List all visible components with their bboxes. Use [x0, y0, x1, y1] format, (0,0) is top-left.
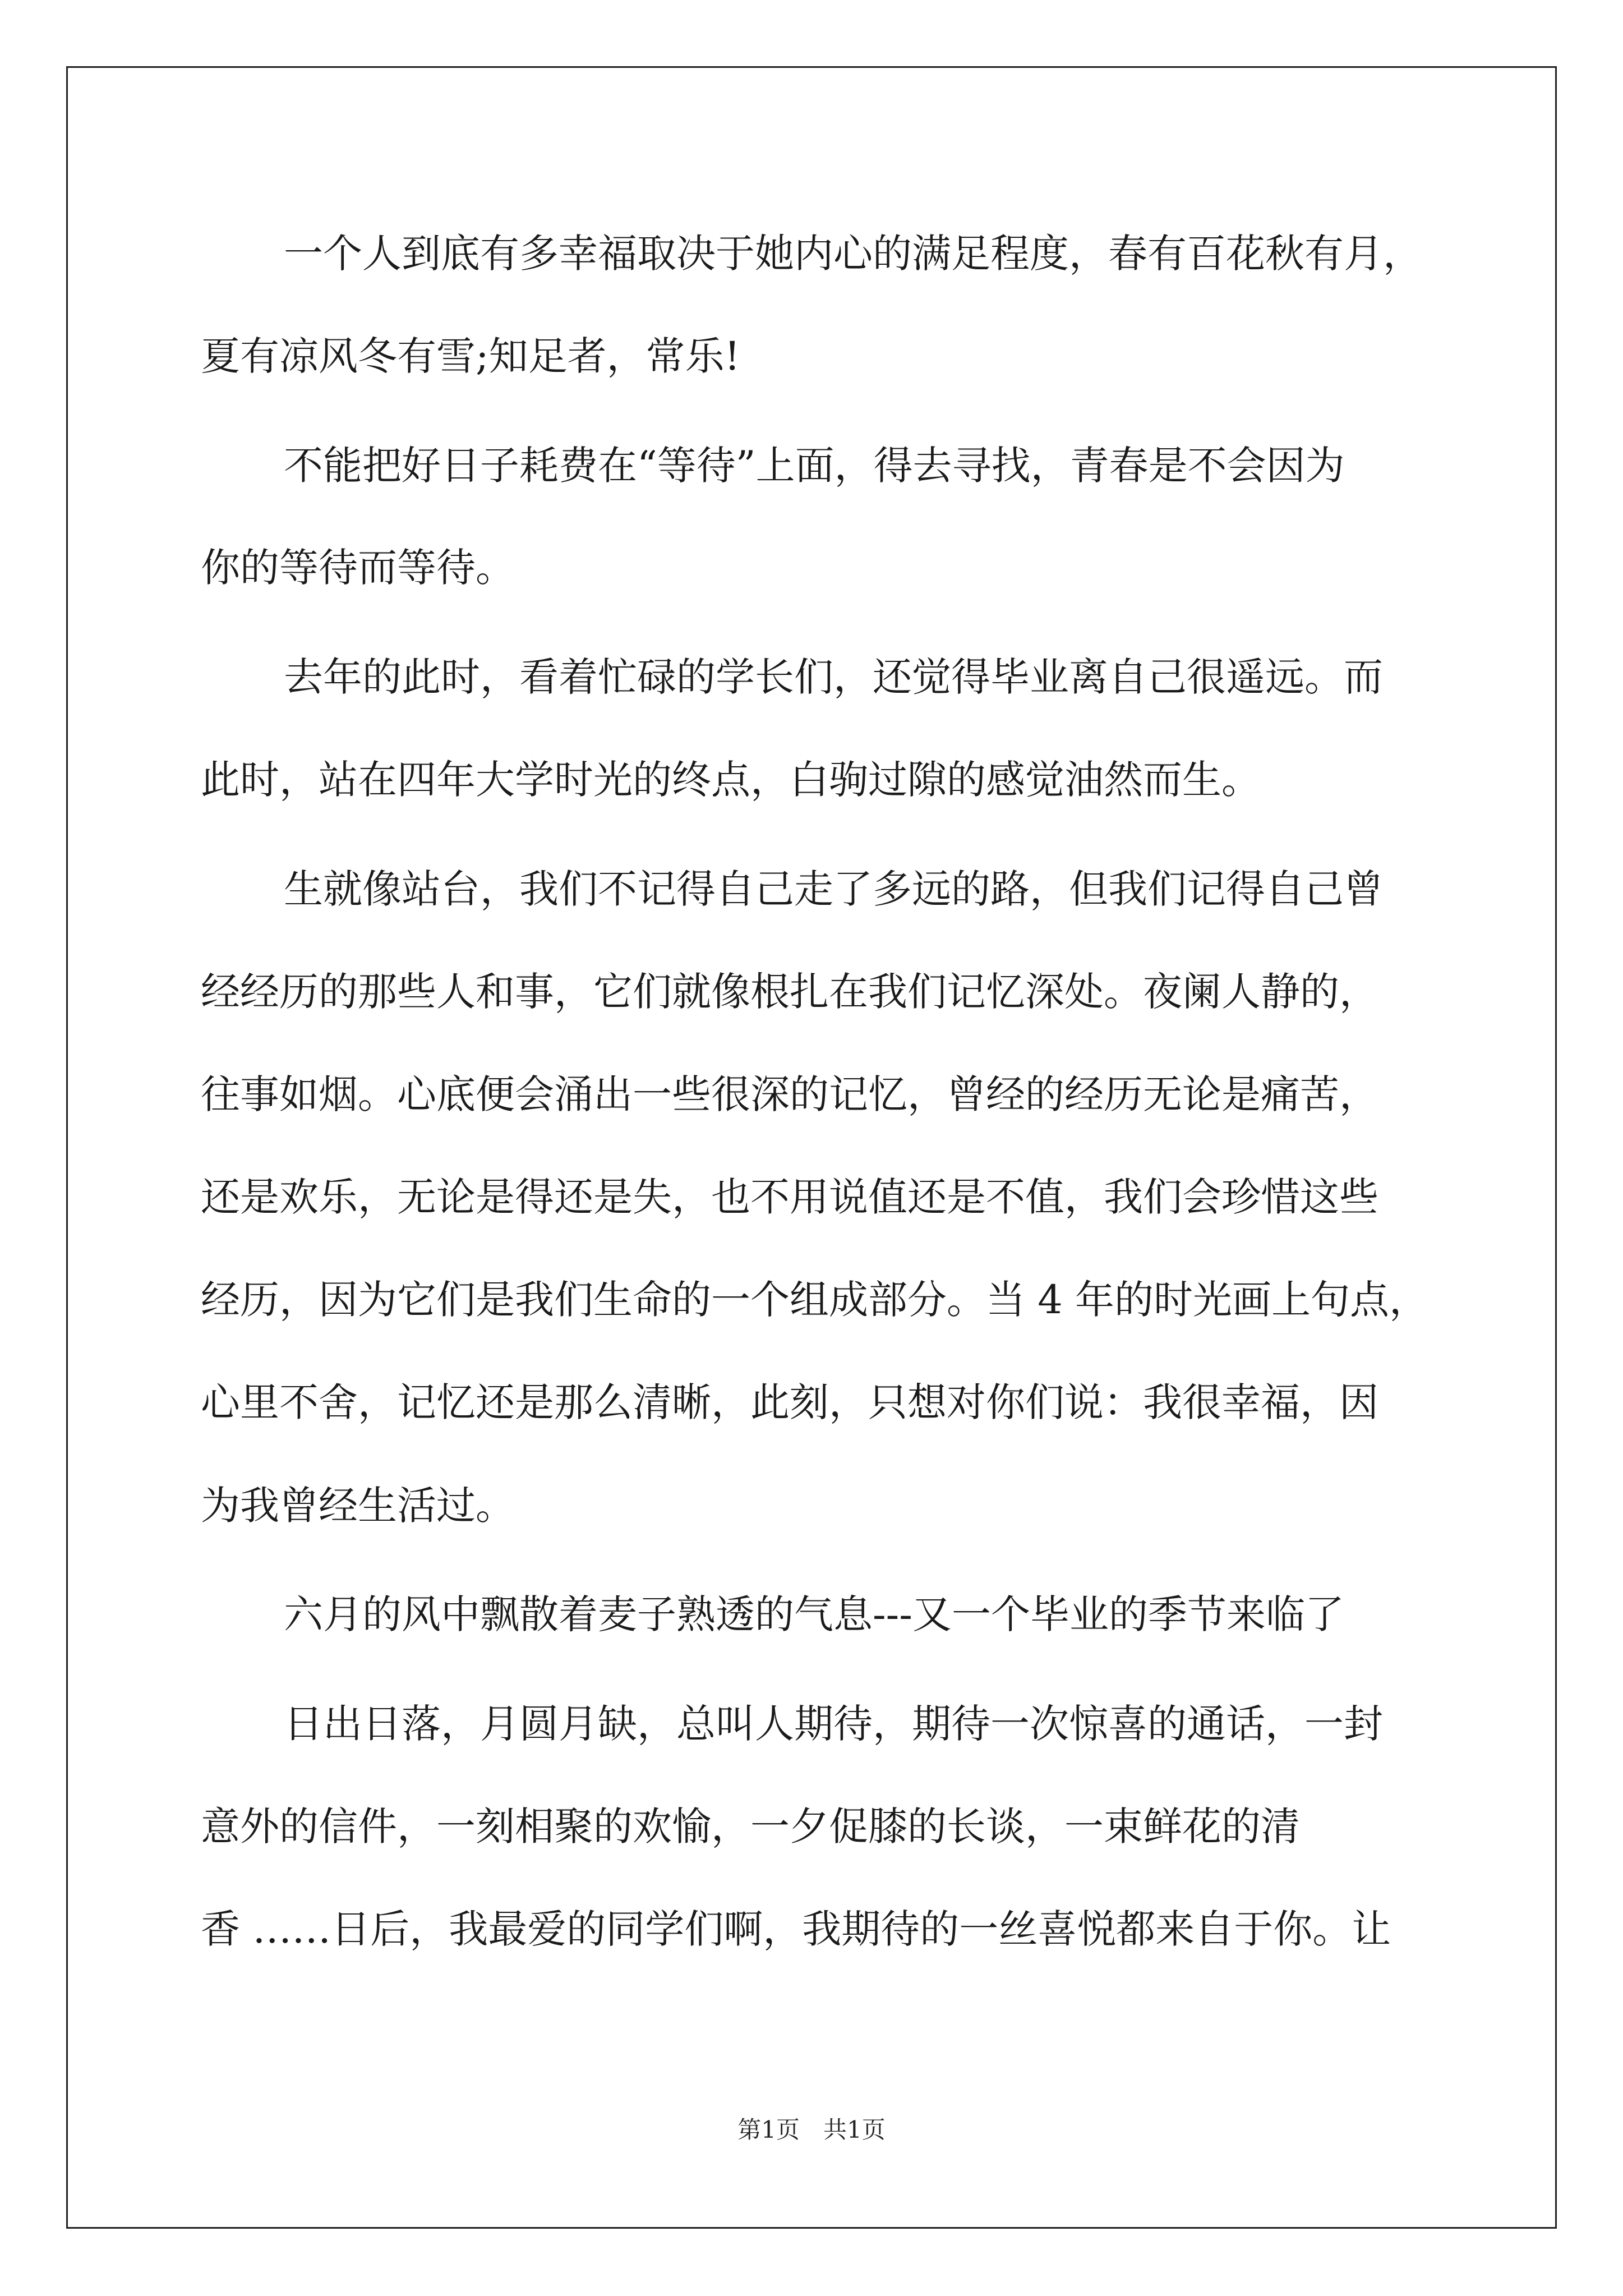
text-line: 此时，站在四年大学时光的终点，白驹过隙的感觉油然而生。 — [201, 757, 1261, 803]
text-line: 往事如烟。心底便会涌出一些很深的记忆，曾经的经历无论是痛苦， — [201, 1071, 1378, 1117]
text-line: 一个人到底有多幸福取决于她内心的满足程度，春有百花秋有月， — [284, 231, 1422, 277]
text-line: 香 ……日后，我最爱的同学们啊，我期待的一丝喜悦都来自于你。让 — [201, 1906, 1391, 1952]
text-line: 经经历的那些人和事，它们就像根扎在我们记忆深处。夜阑人静的， — [201, 969, 1378, 1015]
text-line: 夏有凉风冬有雪;知足者，常乐! — [201, 333, 740, 379]
text-line: 你的等待而等待。 — [201, 545, 515, 591]
text-line: 生就像站台，我们不记得自己走了多远的路，但我们记得自己曾 — [284, 866, 1383, 912]
text-line: 为我曾经生活过。 — [201, 1483, 515, 1529]
text-line: 不能把好日子耗费在“等待”上面，得去寻找，青春是不会因为 — [284, 443, 1345, 489]
text-line: 心里不舍，记忆还是那么清晰，此刻，只想对你们说：我很幸福，因 — [201, 1379, 1378, 1425]
text-line: 去年的此时，看着忙碌的学长们，还觉得毕业离自己很遥远。而 — [284, 654, 1383, 700]
text-line: 还是欢乐，无论是得还是失，也不用说值还是不值，我们会珍惜这些 — [201, 1174, 1378, 1220]
page-number: 第1页 共1页 — [737, 2116, 886, 2143]
text-line: 日出日落，月圆月缺，总叫人期待，期待一次惊喜的通话，一封 — [284, 1701, 1383, 1747]
text-line: 意外的信件，一刻相聚的欢愉，一夕促膝的长谈，一束鲜花的清 — [201, 1803, 1300, 1849]
text-line: 经历，因为它们是我们生命的一个组成部分。当 4 年的时光画上句点， — [201, 1277, 1429, 1323]
page-border — [66, 66, 1557, 2229]
text-line: 六月的风中飘散着麦子熟透的气息---又一个毕业的季节来临了 — [284, 1591, 1344, 1637]
